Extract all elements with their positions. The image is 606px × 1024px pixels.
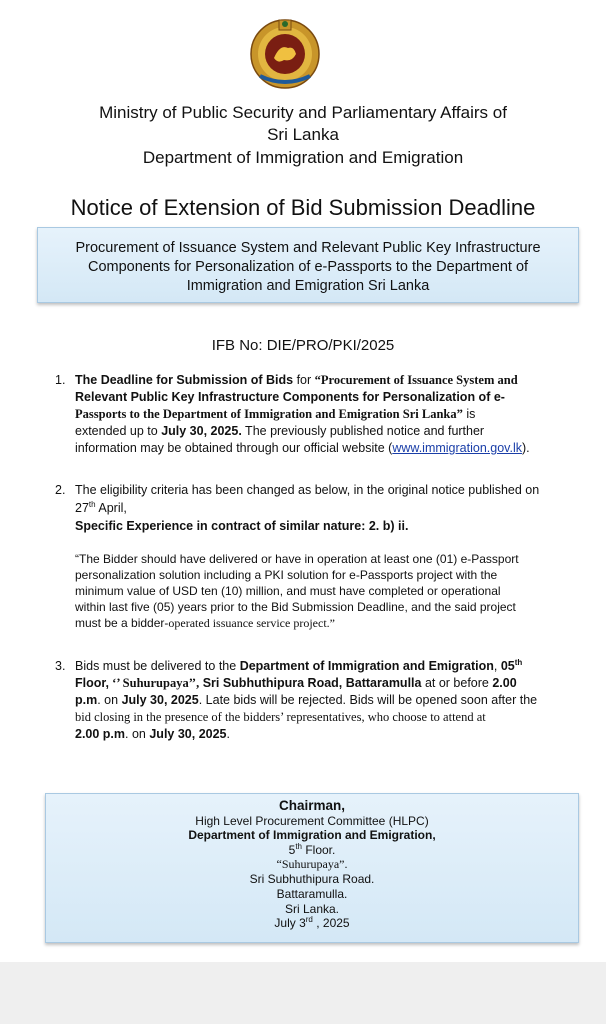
criteria-quote-line: minimum value of USD ten (10) million, and must have completed or operational — [75, 584, 501, 598]
procurement-title-line: Immigration and Emigration Sri Lanka — [186, 278, 430, 294]
item-3-text: Bids must be delivered to the — [75, 659, 240, 673]
delivery-building: ‘’ Suhurupaya’’, — [109, 676, 200, 690]
item-1-text: information may be obtained through our official website ( — [75, 441, 393, 455]
item-3-line — [75, 726, 565, 743]
item-3-text: . — [226, 727, 230, 741]
item-1-line — [75, 423, 565, 440]
floor-number: 5 — [288, 843, 296, 857]
item-3-line — [75, 658, 565, 675]
item-1-text: ). — [521, 441, 530, 455]
opening-time: 2.00 p.m — [75, 727, 126, 741]
publish-day-suffix: th — [88, 499, 96, 509]
delivery-department: Department of Immigration and Emigration — [239, 659, 494, 673]
delivery-floor-word: Floor, — [75, 676, 110, 690]
criteria-quote-text: must be a bidder- — [75, 616, 169, 630]
signature-box — [45, 793, 579, 943]
signature-city: Battaramulla. — [276, 887, 348, 901]
criteria-quote-line: personalization solution including a PKI solution for e-Passports project with the — [75, 568, 498, 582]
specific-experience-heading: Specific Experience in contract of similar nature: 2. b) ii. — [75, 519, 409, 533]
item-3-number: 3. — [55, 659, 66, 673]
signature-floor — [46, 843, 578, 858]
item-1-text: is — [462, 407, 476, 421]
item-1-number: 1. — [55, 373, 66, 387]
date-day: July 3 — [274, 916, 306, 930]
signature-department: Department of Immigration and Emigration, — [188, 828, 436, 842]
date-suffix: rd — [305, 915, 313, 924]
procurement-title-box — [37, 227, 579, 303]
item-1-text: extended up to — [75, 424, 162, 438]
ifb-number: IFB No: DIE/PRO/PKI/2025 — [211, 337, 395, 354]
quoted-title: “Procurement of Issuance System and — [314, 373, 518, 387]
page-bottom-band — [0, 962, 606, 1024]
extended-date: July 30, 2025. — [161, 424, 242, 438]
delivery-time: 2.00 — [492, 676, 517, 690]
committee-name: High Level Procurement Committee (HLPC) — [195, 814, 429, 828]
delivery-road: Sri Subhuthipura Road, Battaramulla — [199, 676, 422, 690]
sri-lanka-emblem-icon — [250, 18, 320, 90]
signature-country: Sri Lanka. — [284, 902, 340, 916]
criteria-quote-line: “The Bidder should have delivered or have in operation at least one (01) e-Passport — [75, 552, 519, 566]
item-3-line — [75, 692, 565, 709]
item-1-line — [75, 440, 565, 457]
signature-road: Sri Subhuthipura Road. — [249, 872, 375, 886]
delivery-floor: 05 — [500, 659, 515, 673]
item-2-number: 2. — [55, 483, 66, 497]
item-2-line: The eligibility criteria has been changed as below, in the original notice published on — [75, 483, 540, 497]
signature-date — [46, 916, 578, 931]
item-3-text: . on — [125, 727, 150, 741]
quoted-title: Passports to the Department of Immigration and Emigration Sri Lanka” — [75, 407, 463, 421]
opening-date: July 30, 2025 — [149, 727, 227, 741]
criteria-quote-text: operated issuance service project.” — [168, 616, 335, 630]
signature-building: “Suhurupaya”. — [276, 857, 348, 871]
item-3-text: at or before — [421, 676, 493, 690]
item-1-line — [75, 406, 565, 423]
delivery-date: July 30, 2025 — [121, 693, 199, 707]
floor-word: Floor. — [302, 843, 336, 857]
criteria-quote-line: within last five (05) years prior to the Bid Submission Deadline, and the said project — [75, 600, 516, 614]
item-3-text: , — [493, 659, 501, 673]
country-name: Sri Lanka — [267, 125, 339, 144]
delivery-time-suffix: p.m — [75, 693, 98, 707]
item-3-line — [75, 675, 565, 692]
procurement-title-line: Procurement of Issuance System and Relevant Public Key Infrastructure — [75, 240, 541, 256]
publish-month: April, — [95, 501, 127, 515]
date-year: , 2025 — [312, 916, 350, 930]
ministry-name: Ministry of Public Security and Parliamentary Affairs of — [99, 103, 507, 122]
website-link[interactable]: www.immigration.gov.lk — [392, 441, 522, 455]
quoted-title-line: Relevant Public Key Infrastructure Components for Personalization of e- — [75, 390, 505, 404]
item-3-text: . Late bids will be rejected. Bids will be opened soon after the — [198, 693, 538, 707]
publish-day: 27 — [75, 501, 89, 515]
item-3-text: . on — [97, 693, 122, 707]
procurement-title-line: Components for Personalization of e-Passports to the Department of — [87, 259, 529, 275]
item-1-text: The previously published notice and further — [241, 424, 485, 438]
delivery-floor-suffix: th — [514, 657, 523, 667]
criteria-quote-line — [75, 615, 565, 631]
item-3-line: bid closing in the presence of the bidders’ representatives, who choose to attend at — [75, 710, 486, 724]
item-2-line — [75, 500, 565, 517]
notice-title: Notice of Extension of Bid Submission Deadline — [70, 195, 536, 220]
item-1-text: for — [293, 373, 315, 387]
department-name: Department of Immigration and Emigration — [142, 148, 464, 167]
floor-suffix: th — [295, 842, 302, 851]
signatory-title: Chairman, — [278, 798, 346, 813]
item-1-line — [75, 372, 565, 389]
deadline-lead: The Deadline for Submission of Bids — [75, 373, 294, 387]
